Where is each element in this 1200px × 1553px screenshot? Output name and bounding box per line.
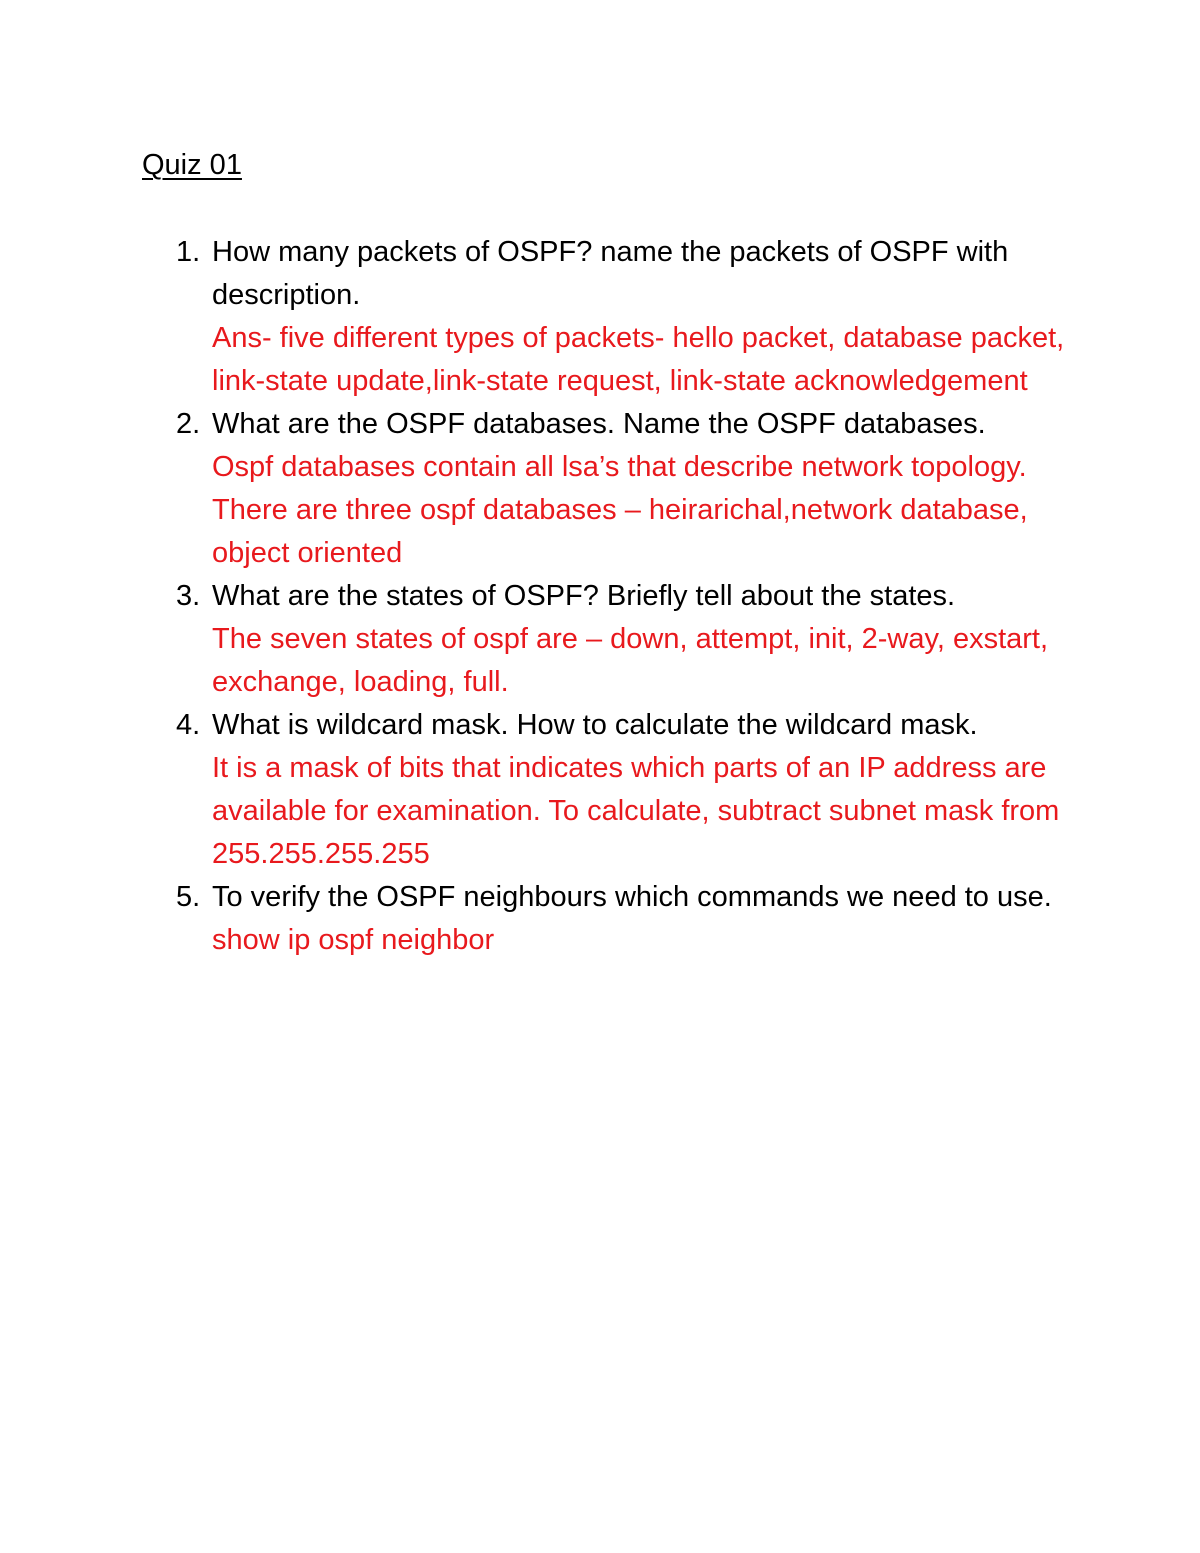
list-item — [170, 231, 1070, 403]
answer-text: show ip ospf neighbor — [212, 924, 495, 956]
list-item — [170, 403, 1070, 575]
page-title: Quiz 01 — [142, 149, 242, 181]
question-text: How many packets of OSPF? name the packets of OSPF with description. — [212, 236, 1009, 311]
question-text: What is wildcard mask. How to calculate the wildcard mask. — [212, 709, 978, 741]
question-text: What are the states of OSPF? Briefly tell about the states. — [212, 580, 956, 612]
question-text: To verify the OSPF neighbours which commands we need to use. — [212, 881, 1052, 913]
answer-text: The seven states of ospf are – down, attempt, init, 2-way, exstart, exchange, loading, full. — [212, 623, 1049, 698]
item-number: 5. — [176, 881, 201, 913]
answer-text: It is a mask of bits that indicates which parts of an IP address are available for examination. To calculate, subtract subnet mask from 255.255.255.255 — [212, 752, 1060, 870]
item-number: 2. — [176, 408, 201, 440]
item-number: 3. — [176, 580, 201, 612]
list-item — [170, 876, 1070, 962]
question-text: What are the OSPF databases. Name the OSPF databases. — [212, 408, 986, 440]
question-list — [170, 231, 1070, 962]
answer-text: Ans- five different types of packets- hello packet, database packet, link-state update,link-state request, link-state acknowledgement — [212, 322, 1065, 397]
list-item — [170, 704, 1070, 876]
list-item — [170, 575, 1070, 704]
item-number: 1. — [176, 236, 201, 268]
answer-text: Ospf databases contain all lsa’s that describe network topology. There are three ospf databases – heirarichal,network database, object oriented — [212, 451, 1028, 569]
item-number: 4. — [176, 709, 201, 741]
